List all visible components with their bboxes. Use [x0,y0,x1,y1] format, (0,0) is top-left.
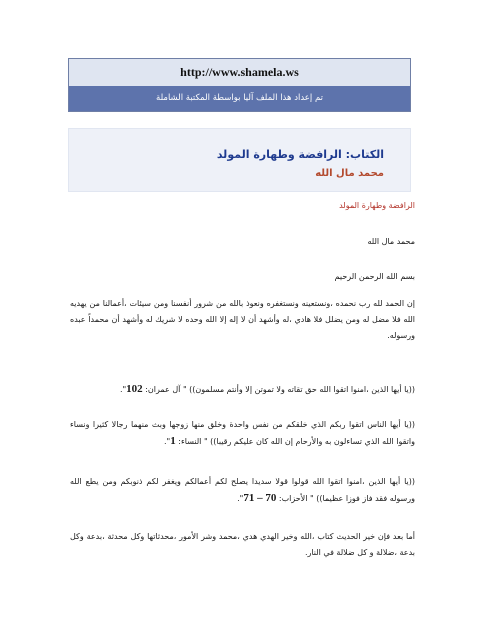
opening-paragraph: إن الحمد لله رب نحمده ،ونستعينه ونستغفره ونعوذ بالله من شرور أنفسنا ومن سيئات ،أعمالنا من يهديه الله فلا مضل له ومن يضلل فلا هادي ،له وأشهد أن لا إله إلا الله وحده لا شريك له وأشهد أن محمداً عبده ورسوله. [70,299,415,340]
verse-number: 102 [126,383,143,395]
shamela-url-link[interactable]: http://www.shamela.ws [69,59,410,86]
quote-end: ". [164,437,171,446]
quote-end: ". [237,494,244,503]
basmala: بسم الله الرحمن الرحيم [334,272,415,281]
shamela-header [68,58,411,112]
closing-paragraph: أما بعد فإن خير الحديث كتاب ،الله وخير الهدي هدي ،محمد وشر الأمور ،محدثاتها وكل محدثة ،بدعة وكل بدعة ،ضلالة و كل ضلالة في النار. [70,532,415,557]
verse-number: 1 [170,435,176,447]
book-name-line: الرافضة وطهارة المولد [339,201,415,210]
quote-end: ". [119,385,127,394]
quote-text: ((يا أيها الذين ،امنوا اتقوا الله قولوا قولا سديدا يصلح لكم أعمالكم ويغفر لكم ذنوبكم ومن يطع الله ورسوله فقد فاز فوزا عظيما)) " الأحزاب: [70,477,415,503]
quote-an-nisa [70,417,415,450]
book-title: الكتاب: الرافضة وطهارة المولد [216,148,384,161]
auto-generated-note: تم إعداد هذا الملف آليا بواسطة المكتبة الشاملة [69,86,410,111]
quote-text: ((يا أيها الناس اتقوا ربكم الذي خلقكم من نفس واحدة وخلق منها زوجها وبث منهما رجالا كثيرا ونساء واتقوا الله الذي تساءلون به والأرحام إن الله كان عليكم رقيبا)) " النساء: [70,420,415,446]
book-title-box [68,128,411,192]
book-author: محمد مال الله [315,168,384,179]
verse-number: 70 – 71 [243,492,277,504]
quote-text: ((يا أيها الذين ،امنوا اتقوا الله حق تقاته ولا تموتن إلا وأنتم مسلمون)) " آل عمران: [145,385,415,394]
quote-aal-imran [70,381,415,398]
author-name-line: محمد مال الله [367,237,415,246]
quote-al-ahzab [70,474,415,507]
